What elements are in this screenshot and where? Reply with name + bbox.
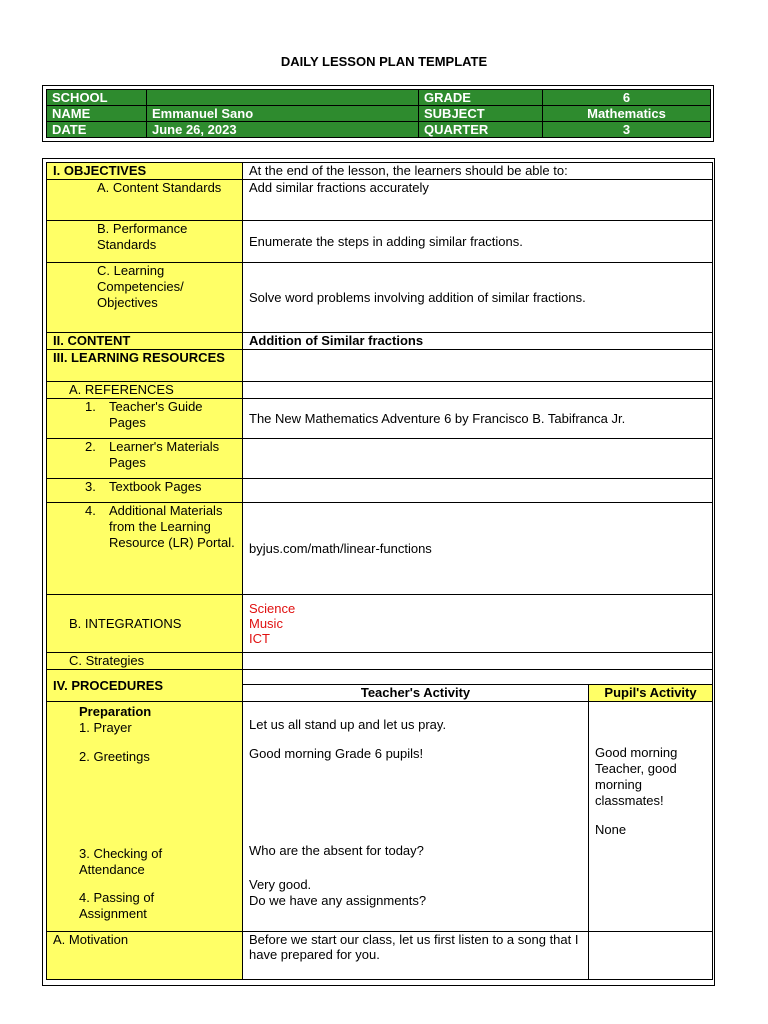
- motivation-label: A. Motivation: [47, 932, 243, 980]
- performance-standards-label: B. Performance Standards: [47, 221, 243, 263]
- performance-standards-value: Enumerate the steps in adding similar fractions.: [243, 221, 713, 263]
- list-item-label: Learner's Materials Pages: [109, 439, 220, 470]
- motivation-teacher: Before we start our class, let us first listen to a song that I have prepared for you.: [243, 932, 589, 980]
- lesson-table: [46, 162, 713, 980]
- preparation-pupil-cell: [589, 702, 713, 932]
- date-value: June 26, 2023: [147, 122, 419, 138]
- content-label: II. CONTENT: [47, 333, 243, 350]
- learning-resources-label: III. LEARNING RESOURCES: [47, 350, 243, 382]
- assignment-teacher-2: Do we have any assignments?: [249, 893, 427, 908]
- list-number: 2.: [85, 439, 96, 454]
- learners-materials-value: [243, 439, 713, 479]
- additional-materials-label: [47, 503, 243, 595]
- teachers-guide-value: The New Mathematics Adventure 6 by Francisco B. Tabifranca Jr.: [243, 399, 713, 439]
- subject-label: SUBJECT: [419, 106, 543, 122]
- procedures-label: IV. PROCEDURES: [47, 670, 243, 702]
- quarter-label: QUARTER: [419, 122, 543, 138]
- greetings-pupil: Good morning Teacher, good morning classmates!: [595, 745, 678, 808]
- list-number: 1.: [85, 399, 96, 414]
- list-number: 4.: [85, 503, 96, 518]
- greetings-label: 2. Greetings: [79, 749, 150, 764]
- learners-materials-label: [47, 439, 243, 479]
- textbook-pages-value: [243, 479, 713, 503]
- list-item-label: Additional Materials from the Learning Resource (LR) Portal.: [109, 503, 235, 550]
- info-table-frame: [42, 85, 714, 142]
- list-number: 3.: [85, 479, 96, 494]
- list-item-label: Teacher's Guide Pages: [109, 399, 203, 430]
- competencies-label: C. Learning Competencies/ Objectives: [47, 263, 243, 333]
- integration-item: Science: [249, 601, 296, 616]
- info-table: [46, 89, 711, 138]
- content-value: Addition of Similar fractions: [243, 333, 713, 350]
- preparation-teacher-cell: [243, 702, 589, 932]
- date-label: DATE: [47, 122, 147, 138]
- strategies-label: C. Strategies: [47, 653, 243, 670]
- preparation-label: Preparation: [79, 704, 152, 719]
- integration-item: ICT: [249, 631, 270, 646]
- integrations-value: [243, 595, 713, 653]
- references-label: A. REFERENCES: [47, 382, 243, 399]
- motivation-pupil: [589, 932, 713, 980]
- additional-materials-value: byjus.com/math/linear-functions: [243, 503, 713, 595]
- textbook-pages-label: [47, 479, 243, 503]
- greetings-teacher: Good morning Grade 6 pupils!: [249, 746, 424, 761]
- page-title: DAILY LESSON PLAN TEMPLATE: [280, 54, 488, 69]
- teacher-activity-header: Teacher's Activity: [243, 685, 589, 702]
- attendance-teacher: Who are the absent for today?: [249, 843, 424, 858]
- lesson-table-frame: [42, 158, 715, 986]
- integrations-label: B. INTEGRATIONS: [47, 595, 243, 653]
- name-value: Emmanuel Sano: [147, 106, 419, 122]
- grade-label: GRADE: [419, 90, 543, 106]
- name-label: NAME: [47, 106, 147, 122]
- teachers-guide-label: [47, 399, 243, 439]
- subject-value: Mathematics: [543, 106, 711, 122]
- preparation-cell: [47, 702, 243, 932]
- strategies-value: [243, 653, 713, 670]
- quarter-value: 3: [543, 122, 711, 138]
- pupil-activity-header: Pupil's Activity: [589, 685, 713, 702]
- school-value: [147, 90, 419, 106]
- prayer-teacher: Let us all stand up and let us pray.: [249, 717, 447, 732]
- grade-value: 6: [543, 90, 711, 106]
- prayer-label: 1. Prayer: [79, 720, 132, 735]
- objectives-intro: At the end of the lesson, the learners should be able to:: [243, 163, 713, 180]
- assignment-label: 4. Passing of Assignment: [79, 890, 155, 921]
- assignment-teacher-1: Very good.: [249, 877, 312, 892]
- competencies-value: Solve word problems involving addition of similar fractions.: [243, 263, 713, 333]
- references-value: [243, 382, 713, 399]
- integration-item: Music: [249, 616, 283, 631]
- school-label: SCHOOL: [47, 90, 147, 106]
- attendance-label: 3. Checking of Attendance: [79, 846, 163, 877]
- content-standards-value: Add similar fractions accurately: [243, 180, 713, 221]
- attendance-pupil: None: [595, 822, 627, 837]
- content-standards-label: A. Content Standards: [47, 180, 243, 221]
- list-item-label: Textbook Pages: [109, 479, 202, 494]
- procedures-spacer: [243, 670, 713, 685]
- learning-resources-value: [243, 350, 713, 382]
- objectives-label: I. OBJECTIVES: [47, 163, 243, 180]
